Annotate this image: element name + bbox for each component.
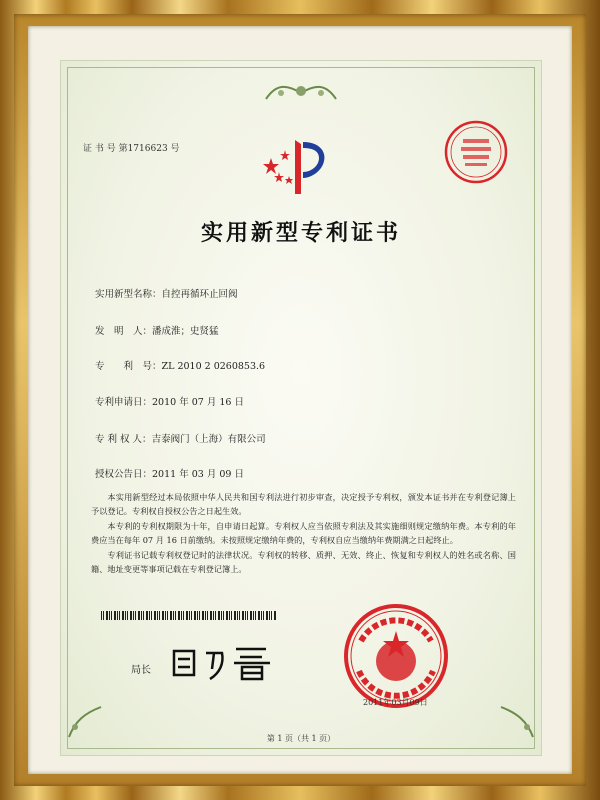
field-label: 实用新型名称： <box>95 289 162 300</box>
ornament-icon <box>261 79 341 105</box>
field-value: 潘成淮；史贤猛 <box>152 326 219 337</box>
field-application-date <box>95 394 244 408</box>
national-emblem-icon <box>341 601 451 711</box>
certificate-number: 证 书 号 第1716623 号 <box>83 144 180 154</box>
field-label: 专 利 号： <box>95 361 162 372</box>
body-paragraph: 本专利的专利权期限为十年，自申请日起算。专利权人应当依照专利法及其实施细则规定缴纳年费。本专利的年费应当在每年 07 月 16 日前缴纳。未按照规定缴纳年费的，专利权自应当缴纳年费期满之日起终止。 <box>91 521 516 545</box>
director-signature <box>166 639 286 684</box>
field-value: ZL 2010 2 0260853.6 <box>161 361 266 372</box>
field-label: 专利申请日： <box>95 397 153 408</box>
seal-date: 2011年03月09日 <box>363 698 428 707</box>
field-patent-number <box>95 358 265 372</box>
body-paragraph: 专利证书记载专利权登记时的法律状况。专利权的转移、质押、无效、终止、恢复和专利权人的姓名或名称、国籍、地址变更等事项记载在专利登记簿上。 <box>91 550 516 574</box>
field-label: 授权公告日： <box>95 469 153 480</box>
certificate-body <box>91 491 516 578</box>
director-label: 局长 <box>131 665 151 676</box>
field-value: 自控再循环止回阀 <box>161 289 238 300</box>
field-inventor <box>95 323 219 337</box>
field-value: 2010 年 07 月 16 日 <box>152 397 244 408</box>
certificate-title: 实用新型专利证书 <box>200 220 401 246</box>
body-paragraph: 本实用新型经过本局依照中华人民共和国专利法进行初步审查，决定授予专利权，颁发本证书并在专利登记簿上予以登记。专利权自授权公告之日起生效。 <box>91 492 516 516</box>
field-patentee <box>95 431 266 445</box>
field-value: 2011 年 03 月 09 日 <box>152 469 244 480</box>
field-label: 专 利 权 人： <box>95 434 152 445</box>
certificate <box>60 60 542 756</box>
barcode-icon <box>101 611 276 620</box>
sipo-logo-icon <box>261 136 331 198</box>
field-utility-name <box>95 286 238 300</box>
field-grant-date <box>95 466 244 480</box>
page-number: 第 1 页（共 1 页） <box>266 734 336 743</box>
field-value: 吉泰阀门（上海）有限公司 <box>151 434 266 445</box>
red-seal-icon <box>441 117 511 187</box>
field-label: 发 明 人： <box>95 326 153 337</box>
